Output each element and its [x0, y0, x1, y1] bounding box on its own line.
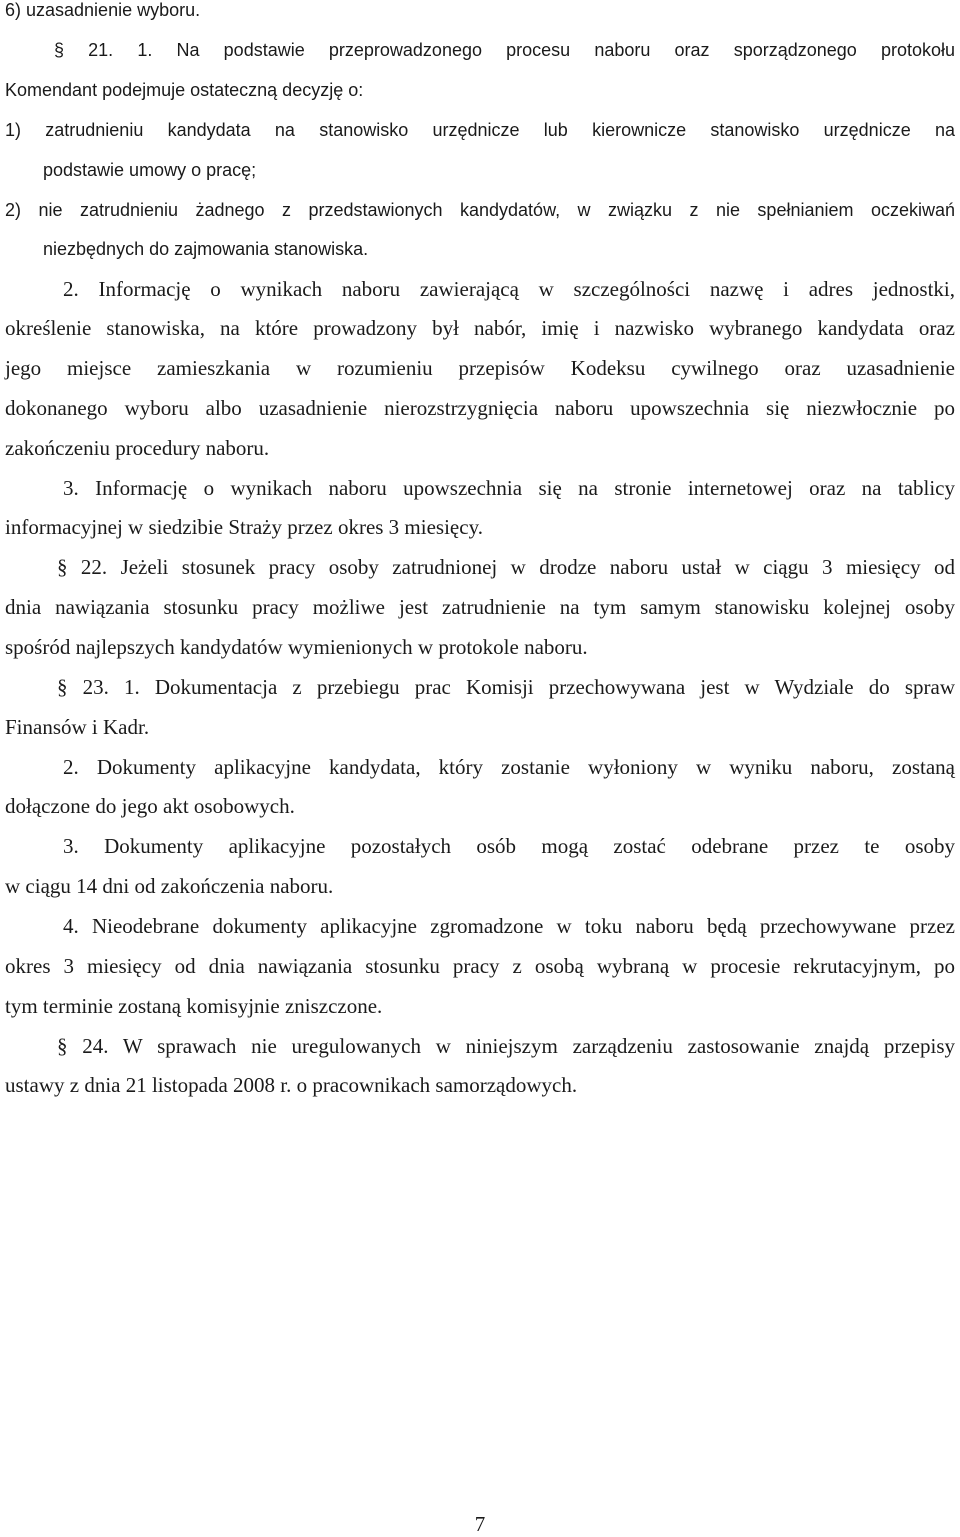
paragraph-3-line: informacyjnej w siedzibie Straży przez okres 3 miesięcy. — [5, 515, 483, 539]
list-item-6: 6) uzasadnienie wyboru. — [5, 0, 201, 20]
section-23-paragraph-2: 2. Dokumenty aplikacyjne kandydata, który zostanie wyłoniony w wyniku naboru, zostaną — [63, 755, 955, 779]
section-24-line: ustawy z dnia 21 listopada 2008 r. o pracownikach samorządowych. — [5, 1073, 578, 1097]
section-24-heading: § 24. W sprawach nie uregulowanych w niniejszym zarządzeniu zastosowanie znajdą przepisy — [57, 1034, 955, 1058]
section-23-line: Finansów i Kadr. — [5, 715, 150, 739]
list-item-2-cont: niezbędnych do zajmowania stanowiska. — [43, 239, 369, 259]
section-22-line: spośród najlepszych kandydatów wymienionych w protokole naboru. — [5, 635, 588, 659]
section-22-line: dnia nawiązania stosunku pracy możliwe jest zatrudnienie na tym samym stanowisku kolejnej osoby — [5, 595, 955, 619]
section-23-paragraph-4: 4. Nieodebrane dokumenty aplikacyjne zgromadzone w toku naboru będą przechowywane przez — [63, 914, 955, 938]
section-23-paragraph-4-cont: tym terminie zostaną komisyjnie zniszczone. — [5, 994, 383, 1018]
list-item-2: 2) nie zatrudnieniu żadnego z przedstawionych kandydatów, w związku z nie spełnianiem oczekiwań — [5, 200, 955, 220]
paragraph-2-line: zakończeniu procedury naboru. — [5, 436, 270, 460]
section-22-heading: § 22. Jeżeli stosunek pracy osoby zatrudnionej w drodze naboru ustał w ciągu 3 miesięcy od — [57, 555, 955, 579]
section-23-paragraph-2-cont: dołączone do jego akt osobowych. — [5, 794, 295, 818]
paragraph-2-line: jego miejsce zamieszkania w rozumieniu przepisów Kodeksu cywilnego oraz uzasadnienie — [5, 356, 955, 380]
paragraph-2-line: dokonanego wyboru albo uzasadnienie nierozstrzygnięcia naboru upowszechnia się niezwłocznie po — [5, 396, 955, 420]
section-23-heading: § 23. 1. Dokumentacja z przebiegu prac Komisji przechowywana jest w Wydziale do spraw — [57, 675, 955, 699]
section-23-paragraph-3: 3. Dokumenty aplikacyjne pozostałych osób mogą zostać odebrane przez te osoby — [63, 834, 955, 858]
paragraph-2-line: określenie stanowiska, na które prowadzony był nabór, imię i nazwisko wybranego kandydata oraz — [5, 316, 955, 340]
section-23-paragraph-3-cont: w ciągu 14 dni od zakończenia naboru. — [5, 874, 334, 898]
list-item-1-cont: podstawie umowy o pracę; — [43, 160, 257, 180]
section-21-heading: § 21. 1. Na podstawie przeprowadzonego procesu naboru oraz sporządzonego protokołu — [54, 40, 955, 60]
paragraph-2-line: 2. Informację o wynikach naboru zawierającą w szczególności nazwę i adres jednostki, — [63, 277, 955, 301]
paragraph-3-line: 3. Informację o wynikach naboru upowszechnia się na stronie internetowej oraz na tablicy — [63, 476, 955, 500]
section-23-paragraph-4-cont: okres 3 miesięcy od dnia nawiązania stosunku pracy z osobą wybraną w procesie rekrutacyjnym, po — [5, 954, 955, 978]
list-item-1: 1) zatrudnieniu kandydata na stanowisko urzędnicze lub kierownicze stanowisko urzędnicze na — [5, 120, 955, 140]
section-21-line: Komendant podejmuje ostateczną decyzję o: — [5, 80, 364, 100]
page-number: 7 — [474, 1512, 486, 1536]
